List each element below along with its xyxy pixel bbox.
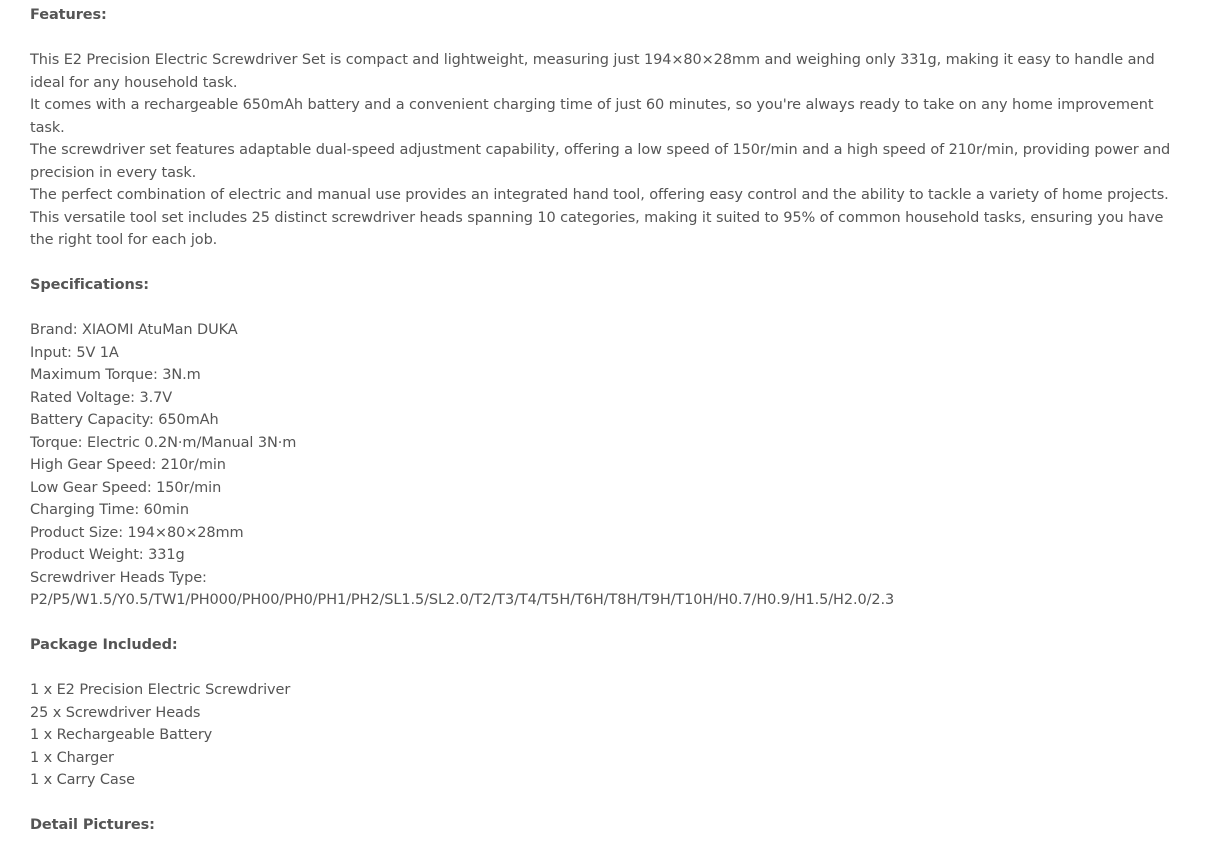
spec-line: Screwdriver Heads Type:	[30, 569, 207, 586]
spec-line: Low Gear Speed: 150r/min	[30, 479, 222, 496]
package-line: 1 x Charger	[30, 749, 114, 766]
spec-line: Brand: XIAOMI AtuMan DUKA	[30, 322, 238, 338]
spacer	[30, 657, 1180, 680]
spec-line: Torque: Electric 0.2N·m/Manual 3N·m	[30, 434, 297, 451]
spacer	[30, 792, 1180, 815]
spacer	[30, 297, 1180, 320]
specifications-heading: Specifications:	[30, 277, 149, 293]
features-paragraph: It comes with a rechargeable 650mAh battery and a convenient charging time of just 60 minutes, so you're always ready to take on any home improvement task.	[30, 97, 1154, 136]
spec-line: Charging Time: 60min	[30, 502, 189, 518]
package-line: 1 x Rechargeable Battery	[30, 727, 213, 743]
features-paragraph: This versatile tool set includes 25 distinct screwdriver heads spanning 10 categories, making it suited to 95% of common household tasks, ensuring you have the right tool for each job.	[30, 209, 1164, 248]
package-line: 1 x Carry Case	[30, 772, 135, 788]
features-paragraph: This E2 Precision Electric Screwdriver Set is compact and lightweight, measuring just 194×80×28mm and weighing only 331g, making it easy to handle and ideal for any household task.	[30, 52, 1155, 91]
product-description	[30, 4, 1180, 837]
spec-line: Battery Capacity: 650mAh	[30, 412, 219, 428]
spec-line: Product Size: 194×80×28mm	[30, 524, 244, 541]
spec-line: Product Weight: 331g	[30, 547, 185, 563]
spec-line: Rated Voltage: 3.7V	[30, 389, 173, 406]
spec-line: High Gear Speed: 210r/min	[30, 457, 226, 473]
spacer	[30, 252, 1180, 275]
spacer	[30, 27, 1180, 50]
package-heading: Package Included:	[30, 637, 178, 653]
package-line: 1 x E2 Precision Electric Screwdriver	[30, 682, 291, 698]
features-paragraph: The perfect combination of electric and manual use provides an integrated hand tool, offering easy control and the ability to tackle a variety of home projects.	[30, 187, 1169, 203]
detail-pictures-heading: Detail Pictures:	[30, 817, 155, 833]
features-heading: Features:	[30, 7, 107, 23]
spec-line: Input: 5V 1A	[30, 344, 119, 361]
features-paragraph: The screwdriver set features adaptable dual-speed adjustment capability, offering a low speed of 150r/min and a high speed of 210r/min, providing power and precision in every task.	[30, 142, 1171, 181]
spec-line: P2/P5/W1.5/Y0.5/TW1/PH000/PH00/PH0/PH1/PH2/SL1.5/SL2.0/T2/T3/T4/T5H/T6H/T8H/T9H/T10H/H0.7/H0.9/H1.5/H2.0/2.3	[30, 592, 895, 608]
spacer	[30, 612, 1180, 635]
spec-line: Maximum Torque: 3N.m	[30, 367, 201, 383]
package-line: 25 x Screwdriver Heads	[30, 704, 201, 721]
